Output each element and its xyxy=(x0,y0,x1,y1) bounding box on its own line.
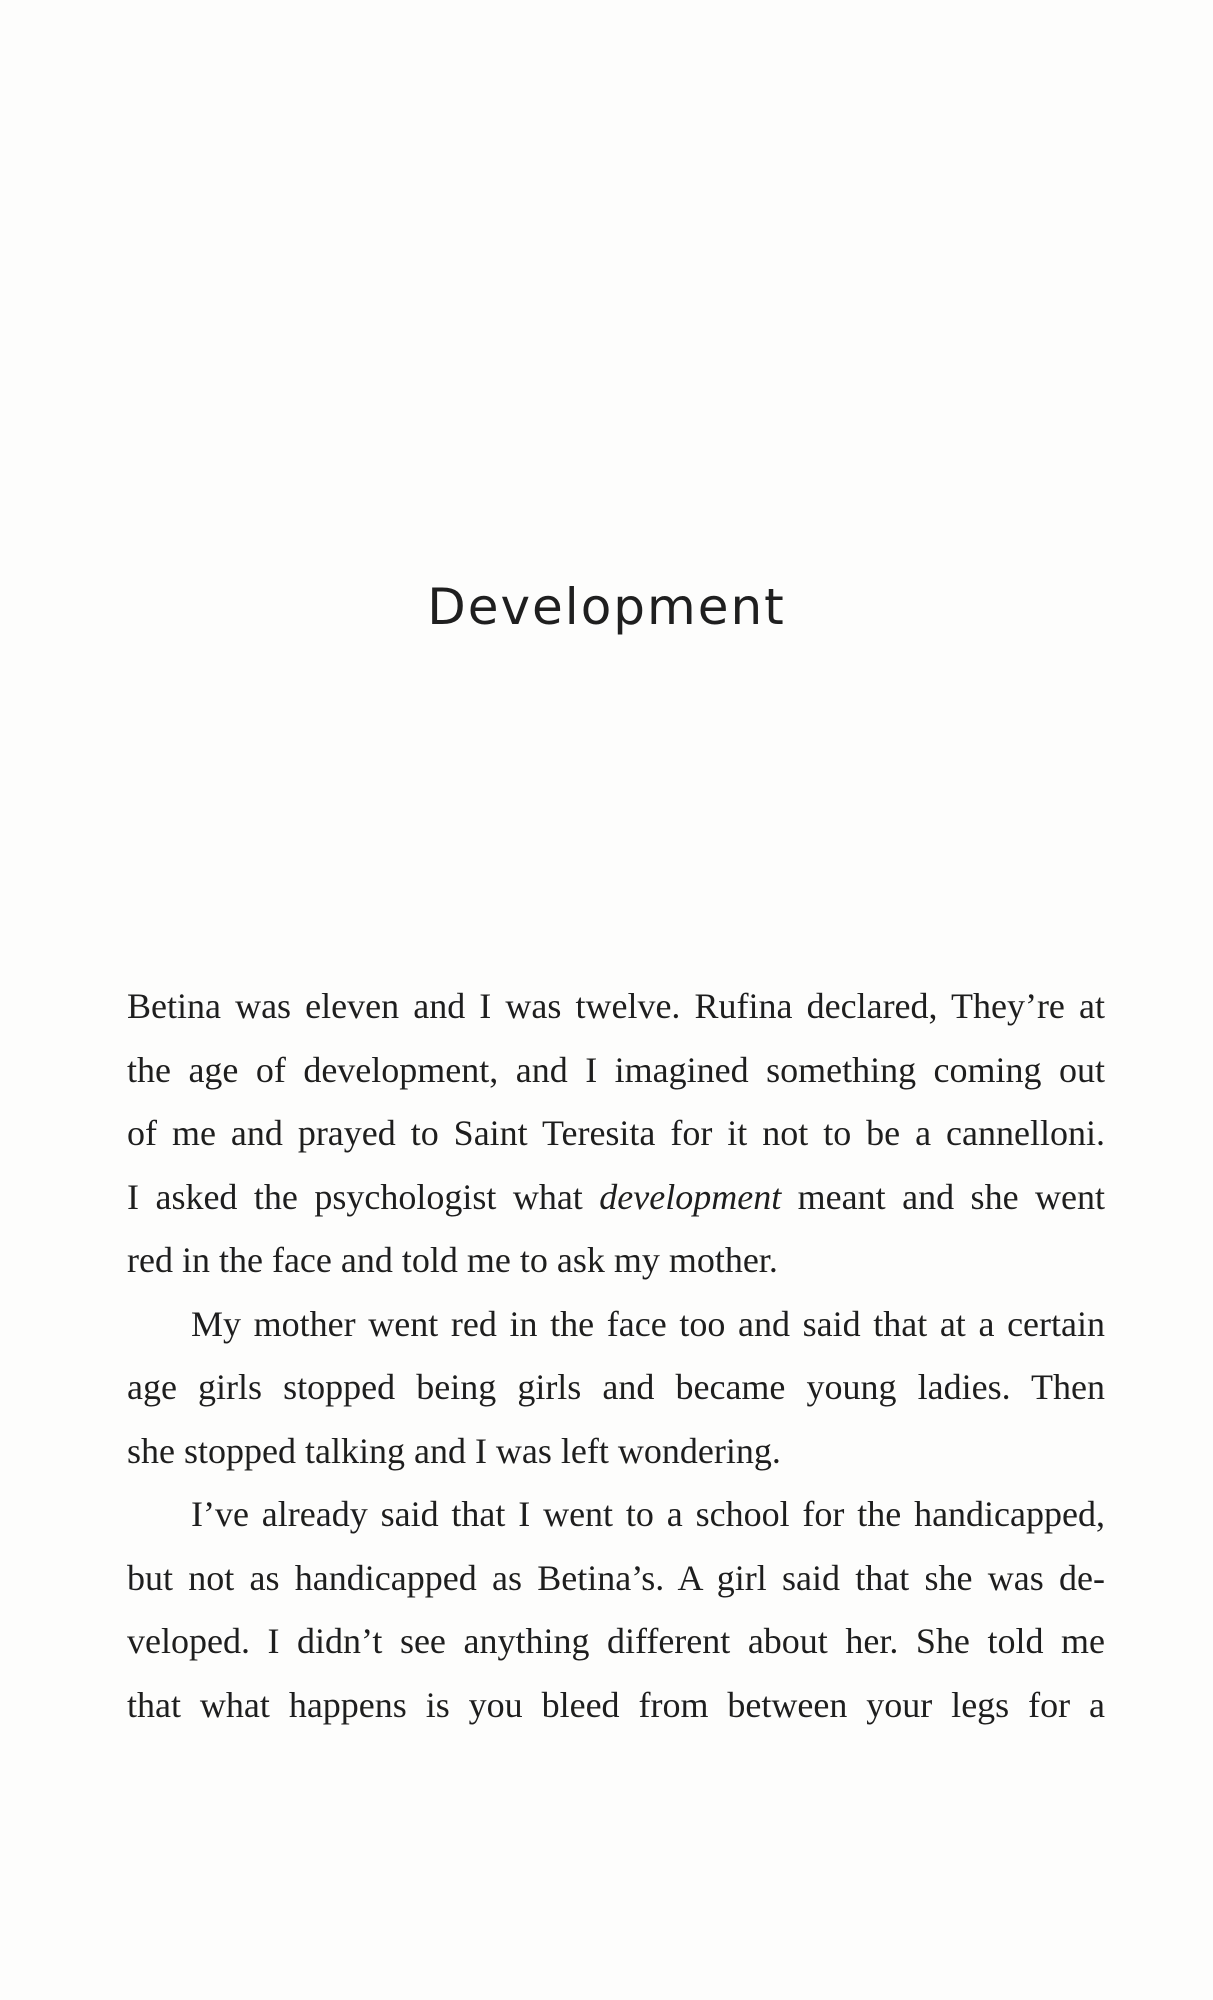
text-line: but not as handicapped as Betina’s. A girl said that she was de- xyxy=(127,1557,1105,1598)
body-text xyxy=(127,975,1105,1737)
paragraph-3 xyxy=(127,1483,1105,1737)
text-line: age girls stopped being girls and became young ladies. Then xyxy=(127,1367,1105,1407)
chapter-title: Development xyxy=(427,578,786,636)
paragraph-1 xyxy=(127,975,1105,1293)
text-line xyxy=(127,1166,1105,1230)
paragraph-2 xyxy=(127,1293,1105,1484)
text-line: veloped. I didn’t see anything different about her. She told me xyxy=(127,1621,1105,1661)
text-line: she stopped talking and I was left wondering. xyxy=(127,1430,781,1471)
text-line: that what happens is you bleed from between your legs for a xyxy=(127,1684,1105,1725)
text-line: of me and prayed to Saint Teresita for it not to be a cannelloni. xyxy=(127,1113,1105,1153)
text-line: My mother went red in the face too and said that at a certain xyxy=(191,1303,1105,1344)
text-line: Betina was eleven and I was twelve. Rufina declared, They’re at xyxy=(127,986,1105,1026)
italic-term: development xyxy=(599,1176,782,1217)
text-line: the age of development, and I imagined something coming out xyxy=(127,1049,1105,1090)
text-line: red in the face and told me to ask my mother. xyxy=(127,1240,778,1280)
text-run: meant and she went xyxy=(781,1176,1105,1217)
text-line: I’ve already said that I went to a school for the handicapped, xyxy=(191,1494,1105,1534)
text-run: I asked the psychologist what xyxy=(127,1176,600,1217)
